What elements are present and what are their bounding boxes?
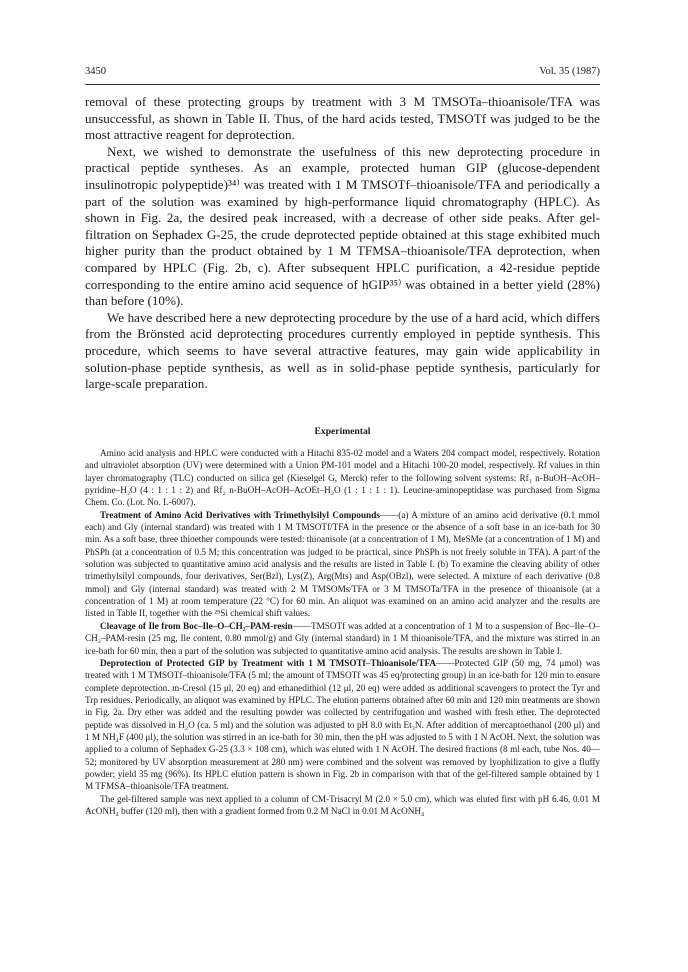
paragraph: The gel-filtered sample was next applied to a column of CM-Trisacryl M (2.0 × 5.0 cm), which was eluted first with pH 6.46, 0.01 M AcONH₄ buffer (120 ml), then with a gradient formed from 0.2 M NaCl in 0.01 M AcONH₄ <box>85 793 600 816</box>
main-text <box>85 94 600 393</box>
volume-label: Vol. 35 (1987) <box>539 66 600 77</box>
paragraph <box>85 509 600 620</box>
paragraph: removal of these protecting groups by treatment with 3 M TMSOTa–thioanisole/TFA was unsuccessful, as shown in Table II. Thus, of the hard acids tested, TMSOTf was judged to be the most attractive reagent for deprotection. <box>85 94 600 143</box>
paragraph-heading: Deprotection of Protected GIP by Treatment with 1 M TMSOTf–Thioanisole/TFA <box>100 657 437 668</box>
section-title: Experimental <box>314 426 371 437</box>
header-rule <box>85 84 600 85</box>
paragraph: We have described here a new deprotecting procedure by the use of a hard acid, which differs from the Brönsted acid deprotecting procedures currently employed in peptide synthesis. This procedure, which seems to have several attractive features, may gain wide applicability in solution-phase peptide synthesis, as well as in solid-phase peptide synthesis, particularly for large-scale preparation. <box>85 309 600 392</box>
paragraph: Next, we wished to demonstrate the usefulness of this new deprotecting procedure in practical peptide syntheses. As an example, protected human GIP (glucose-dependent insulinotropic polypeptide)³⁴⁾ was treated with 1 M TMSOTf–thioanisole/TFA and periodically a part of the solution was examined by high-performance liquid chromatography (HPLC). As shown in Fig. 2a, the desired peak increased, with a decrease of other side peaks. After gel-filtration on Sephadex G-25, the crude deprotected peptide obtained at this stage exhibited much higher purity than the product obtained by 1 M TFMSA–thioanisole/TFA deprotection, when compared by HPLC (Fig. 2b, c). After subsequent HPLC purification, a 42-residue peptide corresponding to the entire amino acid sequence of hGIP³⁵⁾ was obtained in a better yield (28%) than before (10%). <box>85 143 600 309</box>
paragraph-text: ——TMSOTf was added at a concentration of 1 M to a suspension of Boc–Ile–O–CH₂–PAM-resin (25 mg, Ile content, 0.80 mmol/g) and Gly (internal standard) in 1 M thioanisole/TFA, and the mixture was stirred in an ice-bath for 60 min, then a part of the solution was subjected to quantitative amino acid analysis. The results are shown in Table I. <box>85 620 600 656</box>
page-number: 3450 <box>85 66 106 77</box>
paragraph-text: ——(a) A mixture of an amino acid derivative (0.1 mmol each) and Gly (internal standard) was treated with 1 M TMSOTf/TFA in the presence or the absence of a soft base in an ice-bath for 30 min. As a soft base, three thioether compounds were tested: thioanisole (at a concentration of 1 M), MeSMe (at a concentration of 1 M) and PhSPh (at a concentration of 0.5 M; this concentration was judged to be practical, since PhSPh is not freely soluble in TFA). A part of the solution was subjected to quantitative amino acid analysis and the results are listed in Table I. (b) To examine the cleaving ability of other trimethylsilyl compounds, four derivatives, Ser(Bzl), Lys(Z), Arg(Mts) and Asp(OBzl), were selected. A mixture of each derivative (0.8 mmol) and Gly (internal standard) was treated with 2 M TMSOMs/TFA or 3 M TMSOTa/TFA in the presence of thioanisole (at a concentration of 1 M) at room temperature (22 °C) for 60 min. An aliquot was examined on an amino acid analyzer and the results are listed in Table II, together with the ²⁹Si chemical shift values. <box>85 509 600 619</box>
paragraph-text: ——Protected GIP (50 mg, 74 μmol) was treated with 1 M TMSOTf–thioanisole/TFA (5 ml; the amount of TMSOTf was 45 eq/protecting group) in an ice-bath for 120 min to ensure complete deprotection. m-Cresol (15 μl, 20 eq) and ethanedithiol (12 μl, 20 eq) were added as additional scavengers to protect the Tyr and Trp residues. Periodically, an aliquot was examined by HPLC. The elution patterns obtained after 60 min and 120 min treatments are shown in Fig. 2a. Dry ether was added and the resulting powder was collected by centrifugation and washed with fresh ether. The deprotected peptide was dissolved in H₂O (ca. 5 ml) and the solution was adjusted to pH 8.0 with Et₃N. After addition of mercaptoethanol (200 μl) and 1 M NH₄F (400 μl), the solution was stirred in an ice-bath for 30 min, then the pH was adjusted to 5 with 1 N AcOH. Next, the solution was applied to a column of Sephadex G-25 (3.3 × 108 cm), which was eluted with 1 N AcOH. The desired fractions (8 ml each, tube Nos. 40—52; monitored by UV absorption measurement at 280 nm) were combined and the solvent was removed by lyophilization to give a fluffy powder; yield 35 mg (96%). Its HPLC elution pattern is shown in Fig. 2b in comparison with that of the gel-filtered sample obtained by 1 M TFMSA–thioanisole/TFA treatment. <box>85 657 601 792</box>
paragraph-heading: Treatment of Amino Acid Derivatives with Trimethylsilyl Compounds <box>100 509 380 520</box>
paragraph <box>85 657 600 793</box>
paragraph: Amino acid analysis and HPLC were conducted with a Hitachi 835-02 model and a Waters 204 compact model, respectively. Rotation and ultraviolet absorption (UV) were determined with a Union PM-101 model and a Hitachi 100-20 model, respectively. Rf values in thin layer chromatography (TLC) conducted on silica gel (Kieselgel G, Merck) refer to the following solvent systems: Rf₁ n-BuOH–AcOH–pyridine–H₂O (4 : 1 : 1 : 2) and Rf₂ n-BuOH–AcOH–AcOEt–H₂O (1 : 1 : 1 : 1). Leucine-aminopeptidase was purchased from Sigma Chem. Co. (Lot. No. L-6007). <box>85 448 600 508</box>
paragraph-heading: Cleavage of Ile from Boc–Ile–O–CH₂–PAM-resin <box>100 620 293 631</box>
experimental-text <box>85 447 600 817</box>
running-header <box>85 66 600 82</box>
paragraph <box>85 620 600 657</box>
